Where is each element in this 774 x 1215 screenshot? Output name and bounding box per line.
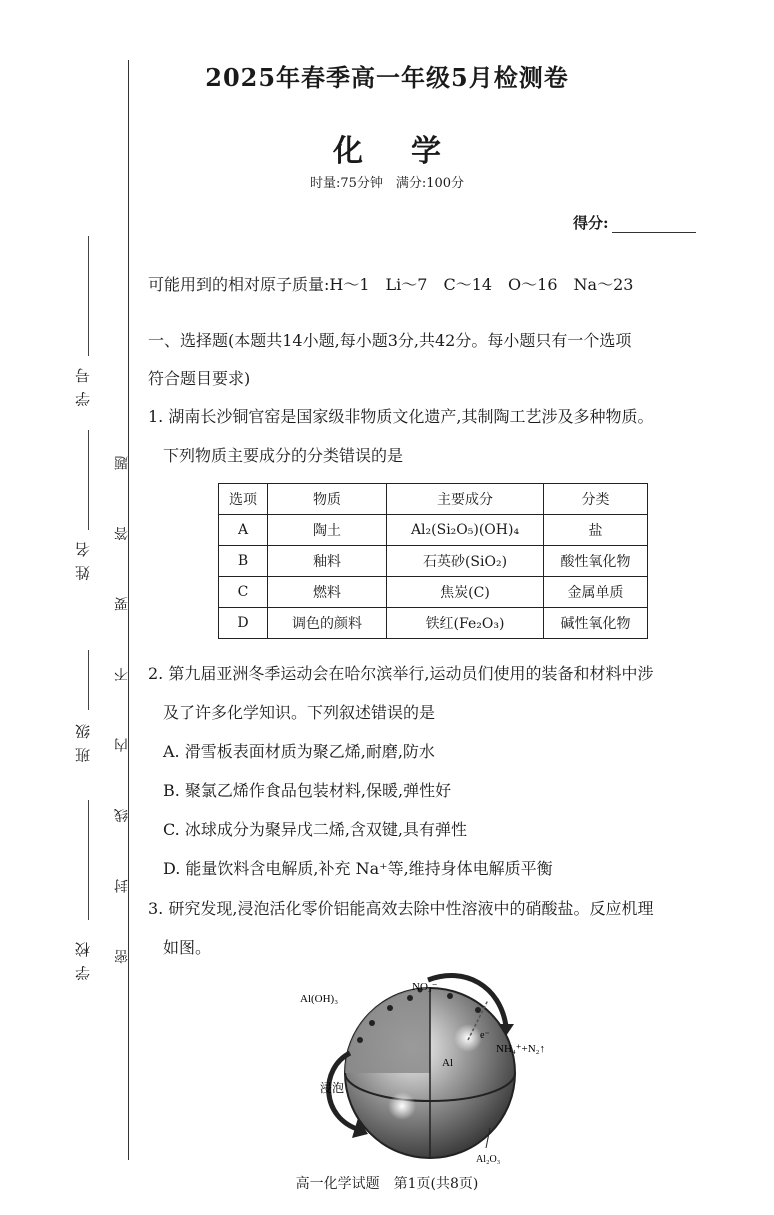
label-electron: e⁻ (480, 1030, 490, 1041)
table-cell: 石英砂(SiO₂) (387, 546, 544, 577)
q1-stem-cont: 下列物质主要成分的分类错误的是 (163, 446, 404, 465)
exam-title: 2025年春季高一年级5月检测卷 (205, 63, 569, 92)
time-info: 时量:75分钟 满分:100分 (309, 176, 465, 191)
table-row (219, 546, 648, 577)
q2-option-d: D. 能量饮料含电解质,补充 Na⁺等,维持身体电解质平衡 (163, 859, 553, 878)
label-products: NH₄⁺+N₂↑ (496, 1043, 546, 1055)
name-label: 姓 名 (74, 540, 92, 581)
score-label: 得分: (573, 214, 609, 232)
table-cell: 碱性氧化物 (544, 608, 648, 639)
label-soak: 浸泡 (320, 1081, 345, 1095)
table-cell: 燃料 (268, 577, 387, 608)
student-id-label: 学 号 (74, 366, 92, 407)
atomic-masses: 可能用到的相对原子质量:H～1 Li～7 C～14 O～16 Na～23 (148, 275, 634, 294)
q2-stem-cont: 及了许多化学知识。下列叙述错误的是 (163, 703, 436, 722)
class-field[interactable] (88, 650, 90, 710)
label-aloh3: Al(OH)₃ (300, 993, 339, 1005)
name-field[interactable] (88, 430, 90, 530)
label-nitrate: NO₃⁻ (412, 981, 438, 993)
q1-table (218, 483, 648, 639)
label-al: Al (442, 1057, 453, 1069)
q3-stem: 3. 研究发现,浸泡活化零价铝能高效去除中性溶液中的硝酸盐。反应机理 (148, 899, 654, 918)
surface-particle (407, 995, 413, 1001)
school-field[interactable] (88, 800, 90, 920)
student-id-field[interactable] (88, 236, 90, 356)
subject-title: 化学 (333, 134, 489, 169)
highlight-upper (454, 1024, 482, 1052)
surface-particle (357, 1037, 363, 1043)
q1-stem: 1. 湖南长沙铜官窑是国家级非物质文化遗产,其制陶工艺涉及多种物质。 (148, 407, 654, 426)
surface-particle (475, 1007, 481, 1013)
table-cell: 酸性氧化物 (544, 546, 648, 577)
score-field[interactable] (612, 232, 696, 233)
table-cell: C (219, 577, 268, 608)
table-header: 物质 (268, 484, 387, 515)
highlight-lower (388, 1092, 416, 1120)
table-header: 分类 (544, 484, 648, 515)
school-label: 学 校 (74, 940, 92, 981)
surface-particle (387, 1005, 393, 1011)
table-cell: 焦炭(C) (387, 577, 544, 608)
table-cell: 釉料 (268, 546, 387, 577)
q2-stem: 2. 第九届亚洲冬季运动会在哈尔滨举行,运动员们使用的装备和材料中涉 (148, 664, 654, 683)
table-row (219, 515, 648, 546)
table-cell: D (219, 608, 268, 639)
q2-option-c: C. 冰球成分为聚异戊二烯,含双键,具有弹性 (163, 820, 468, 839)
class-label: 班 级 (74, 722, 92, 763)
aluminum-hydroxide-coating (345, 988, 430, 1073)
table-row (219, 577, 648, 608)
table-cell: 调色的颜料 (268, 608, 387, 639)
table-cell: B (219, 546, 268, 577)
seal-warning: 密 封 线 内 不 要 答 题 (114, 430, 130, 964)
table-cell: Al₂(Si₂O₅)(OH)₄ (387, 515, 544, 546)
table-cell: 铁红(Fe₂O₃) (387, 608, 544, 639)
q3-stem-cont: 如图。 (163, 938, 212, 957)
q2-option-a: A. 滑雪板表面材质为聚乙烯,耐磨,防水 (163, 742, 435, 761)
table-row (219, 608, 648, 639)
table-cell: 陶土 (268, 515, 387, 546)
section-heading: 一、选择题(本题共14小题,每小题3分,共42分。每小题只有一个选项 (148, 331, 632, 350)
surface-particle (369, 1020, 375, 1026)
table-header: 选项 (219, 484, 268, 515)
q2-option-b: B. 聚氯乙烯作食品包装材料,保暖,弹性好 (163, 781, 452, 800)
q3-mechanism-figure (300, 968, 560, 1168)
table-header-row (219, 484, 648, 515)
table-cell: A (219, 515, 268, 546)
table-cell: 盐 (544, 515, 648, 546)
section-heading-cont: 符合题目要求) (148, 369, 251, 388)
table-header: 主要成分 (387, 484, 544, 515)
surface-particle (447, 993, 453, 999)
table-cell: 金属单质 (544, 577, 648, 608)
label-al2o3: Al₂O₃ (476, 1154, 501, 1165)
page-footer: 高一化学试题 第1页(共8页) (295, 1176, 479, 1192)
